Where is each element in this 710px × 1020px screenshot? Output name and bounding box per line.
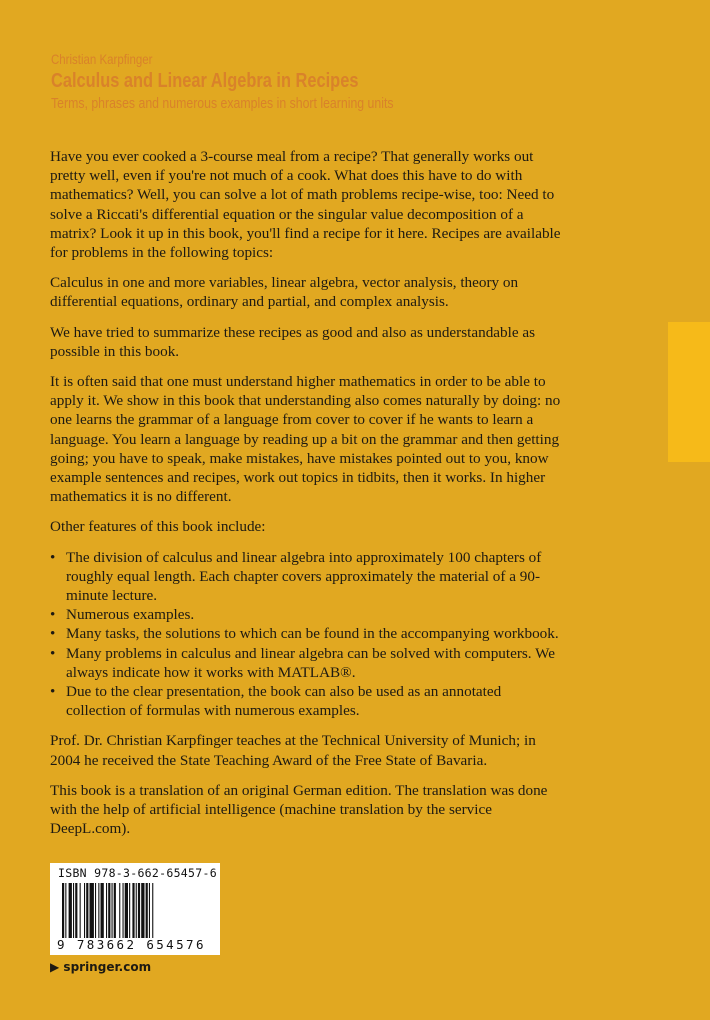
barcode-bar — [146, 883, 148, 938]
paragraph: Other features of this book include: — [50, 518, 266, 536]
list-item: • The division of calculus and linear algebra into approximately 100 chapters of roughly equal length. Each chapter covers approximately the material of a 90-minute lecture. — [50, 548, 564, 606]
barcode-bar — [73, 883, 74, 938]
barcode-bar — [132, 883, 134, 938]
spine-tab — [668, 322, 710, 462]
barcode-bar — [108, 883, 110, 938]
paragraph: It is often said that one must understand higher mathematics in order to be able to apply it. We show in this book that understanding also comes naturally by doing: no one learns the grammar of a language from cover to cover if he wants to learn a language. You learn a language by reading up a bit on the grammar and then getting going; you have to speak, make mistakes, have mistakes pointed out to you, know example sentences and recipes, work out topics in tidbits, then it works. In higher mathematics it is no different. — [50, 373, 561, 506]
barcode-digits: 9 783662 654576 — [57, 937, 206, 952]
barcode-bar — [114, 883, 116, 938]
list-item: • Many tasks, the solutions to which can be found in the accompanying workbook. — [50, 624, 564, 643]
barcode-bar — [149, 883, 150, 938]
translation-note: This book is a translation of an original German edition. The translation was done with the help of artificial intelligence (machine translation by the service DeepL.com). — [50, 781, 548, 838]
barcode-bar — [101, 883, 104, 938]
arrow-icon: ▶ — [50, 960, 60, 974]
isbn-barcode — [50, 863, 220, 955]
barcode-bar — [62, 883, 64, 938]
barcode-bar — [125, 883, 128, 938]
barcode-bars — [62, 883, 214, 938]
publisher-url: springer.com — [63, 960, 152, 974]
publisher-link[interactable] — [50, 960, 151, 974]
barcode-bar — [138, 883, 140, 938]
barcode-bar — [119, 883, 120, 938]
list-item: • Numerous examples. — [50, 605, 564, 624]
author-bio: Prof. Dr. Christian Karpfinger teaches at the Technical University of Munich; in 2004 he received the State Teaching Award of the Free State of Bavaria. — [50, 732, 536, 769]
list-item: • Many problems in calculus and linear algebra can be solved with computers. We always indicate how it works with MATLAB®. — [50, 644, 564, 682]
barcode-bar — [65, 883, 66, 938]
barcode-bar — [95, 883, 96, 938]
paragraph: Calculus in one and more variables, linear algebra, vector analysis, theory on differential equations, ordinary and partial, and complex analysis. — [50, 274, 519, 311]
book-subtitle: Terms, phrases and numerous examples in short learning units — [51, 95, 394, 112]
list-item: • Due to the clear presentation, the book can also be used as an annotated collection of formulas with numerous examples. — [50, 682, 564, 720]
barcode-bar — [123, 883, 124, 938]
barcode-bar — [106, 883, 107, 938]
barcode-bar — [80, 883, 81, 938]
barcode-bar — [69, 883, 72, 938]
feature-list — [50, 548, 564, 721]
barcode-bar — [141, 883, 144, 938]
book-title: Calculus and Linear Algebra in Recipes — [51, 70, 359, 92]
paragraph: Have you ever cooked a 3-course meal from a recipe? That generally works out pretty well, even if you're not much of a cook. What does this have to do with mathematics? Well, you can solve a lot of math problems recipe-wise, too: Need to solve a Riccati's differential equation or the singular value decomposition of a matrix? Look it up in this book, you'll find a recipe for it here. Recipes are available for problems in the following topics: — [50, 148, 561, 262]
barcode-bar — [86, 883, 88, 938]
barcode-bar — [129, 883, 130, 938]
blurb — [50, 147, 564, 850]
author-name: Christian Karpfinger — [51, 51, 153, 67]
cover-header — [51, 50, 394, 113]
barcode-bar — [98, 883, 99, 938]
barcode-bar — [136, 883, 137, 938]
barcode-bar — [84, 883, 85, 938]
isbn-text: ISBN 978-3-662-65457-6 — [58, 866, 217, 880]
barcode-bar — [112, 883, 113, 938]
barcode-bar — [90, 883, 94, 938]
barcode-bar — [152, 883, 153, 938]
barcode-bar — [75, 883, 77, 938]
paragraph: We have tried to summarize these recipes as good and also as understandable as possible in this book. — [50, 323, 536, 360]
